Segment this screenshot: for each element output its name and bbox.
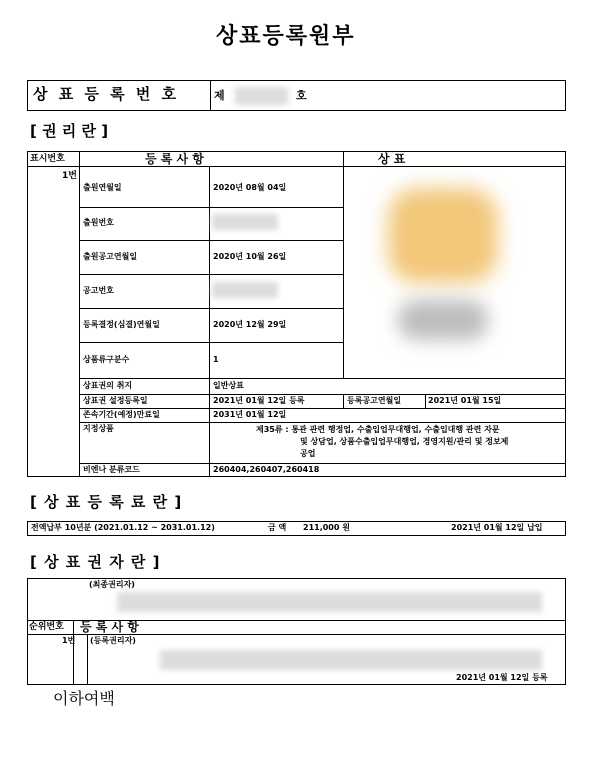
vienna-value: 260404,260407,260418 <box>213 465 320 474</box>
reg-number-label: 상 표 등 록 번 호 <box>33 85 180 103</box>
col-reg-header: 등 록 사 항 <box>145 152 204 166</box>
fee-item: 전액납부 10년분 (2021.01.12 ~ 2031.01.12) <box>31 523 215 532</box>
pub-reg-label: 등록공고연월일 <box>347 396 402 405</box>
holder-heading: [ 상 표 권 자 란 ] <box>30 553 161 571</box>
divider <box>73 620 74 685</box>
field-value: 1 <box>213 355 219 364</box>
field-value: 2020년 12월 29일 <box>213 320 287 329</box>
redacted-reg-number <box>235 87 288 105</box>
field-value: 2020년 10월 26일 <box>213 252 287 261</box>
end-of-document: 이하여백 <box>53 689 115 708</box>
pub-reg-value: 2021년 01월 15일 <box>428 396 502 405</box>
redacted-publication-number <box>212 282 278 298</box>
final-holder-label: (최종권리자) <box>89 580 135 589</box>
rights-heading: [ 권 리 란 ] <box>30 122 109 140</box>
set-reg-label: 상표권 설정등록일 <box>83 396 148 405</box>
redacted-final-holder <box>117 592 542 612</box>
seq-number: 1번 <box>62 171 77 181</box>
divider <box>79 308 343 309</box>
col-mark-header: 상 표 <box>378 152 406 166</box>
field-label: 출원연월일 <box>83 183 122 192</box>
divider <box>79 394 566 395</box>
divider <box>87 634 88 685</box>
expire-value: 2031년 01월 12일 <box>213 410 287 419</box>
fee-heading: [ 상 표 등 록 료 란 ] <box>30 493 183 511</box>
redacted-application-number <box>212 214 278 230</box>
divider <box>27 634 566 635</box>
trademark-text-image <box>398 300 488 340</box>
divider <box>79 378 566 379</box>
redacted-reg-holder <box>160 650 542 670</box>
divider <box>343 394 344 408</box>
trademark-image <box>388 188 498 283</box>
field-label: 공고번호 <box>83 286 114 295</box>
fee-amount-label: 금 액 <box>268 523 287 532</box>
goods-line: 제35류 : 통관 관련 행정업, 수출입업무대행업, 수출입대행 관련 자문 <box>256 425 500 434</box>
field-label: 상품류구분수 <box>83 355 130 364</box>
vienna-label: 비엔나 분류코드 <box>83 465 140 474</box>
purpose-value: 일반상표 <box>213 381 244 390</box>
divider <box>343 151 344 378</box>
divider <box>27 166 566 167</box>
goods-line: 및 상담업, 상품수출입업무대행업, 경영지원/관리 및 정보제 <box>300 437 509 446</box>
divider <box>79 463 566 464</box>
holder-seq: 1번 <box>62 636 76 645</box>
divider <box>79 207 343 208</box>
expire-label: 존속기간(예정)만료일 <box>83 410 160 419</box>
col-seq-header: 순위번호 <box>29 622 64 632</box>
page-title: 상표등록원부 <box>216 24 356 49</box>
divider <box>209 166 210 477</box>
purpose-label: 상표권의 취지 <box>83 381 133 390</box>
divider <box>79 408 566 409</box>
divider <box>79 342 343 343</box>
set-reg-value: 2021년 01월 12일 등록 <box>213 396 305 405</box>
fee-amount: 211,000 원 <box>303 523 350 532</box>
field-label: 등록결정(심결)연월일 <box>83 320 160 329</box>
fee-paid: 2021년 01월 12일 납입 <box>451 523 543 532</box>
divider <box>210 80 211 111</box>
field-label: 출원번호 <box>83 218 114 227</box>
divider <box>79 151 80 477</box>
field-value: 2020년 08월 04일 <box>213 183 287 192</box>
divider <box>79 422 566 423</box>
col-reg-header: 등 록 사 항 <box>80 620 139 634</box>
holder-reg-date: 2021년 01월 12일 등록 <box>456 673 548 682</box>
divider <box>79 274 343 275</box>
reg-number-prefix: 제 <box>214 89 225 102</box>
divider <box>79 240 343 241</box>
field-label: 출원공고연월일 <box>83 252 138 261</box>
goods-line: 공업 <box>300 449 316 458</box>
reg-holder-label: (등록권리자) <box>90 636 136 645</box>
col-seq-header: 표시번호 <box>30 154 65 164</box>
reg-number-suffix: 호 <box>296 89 307 102</box>
goods-label: 지정상품 <box>83 424 114 433</box>
divider <box>425 394 426 408</box>
